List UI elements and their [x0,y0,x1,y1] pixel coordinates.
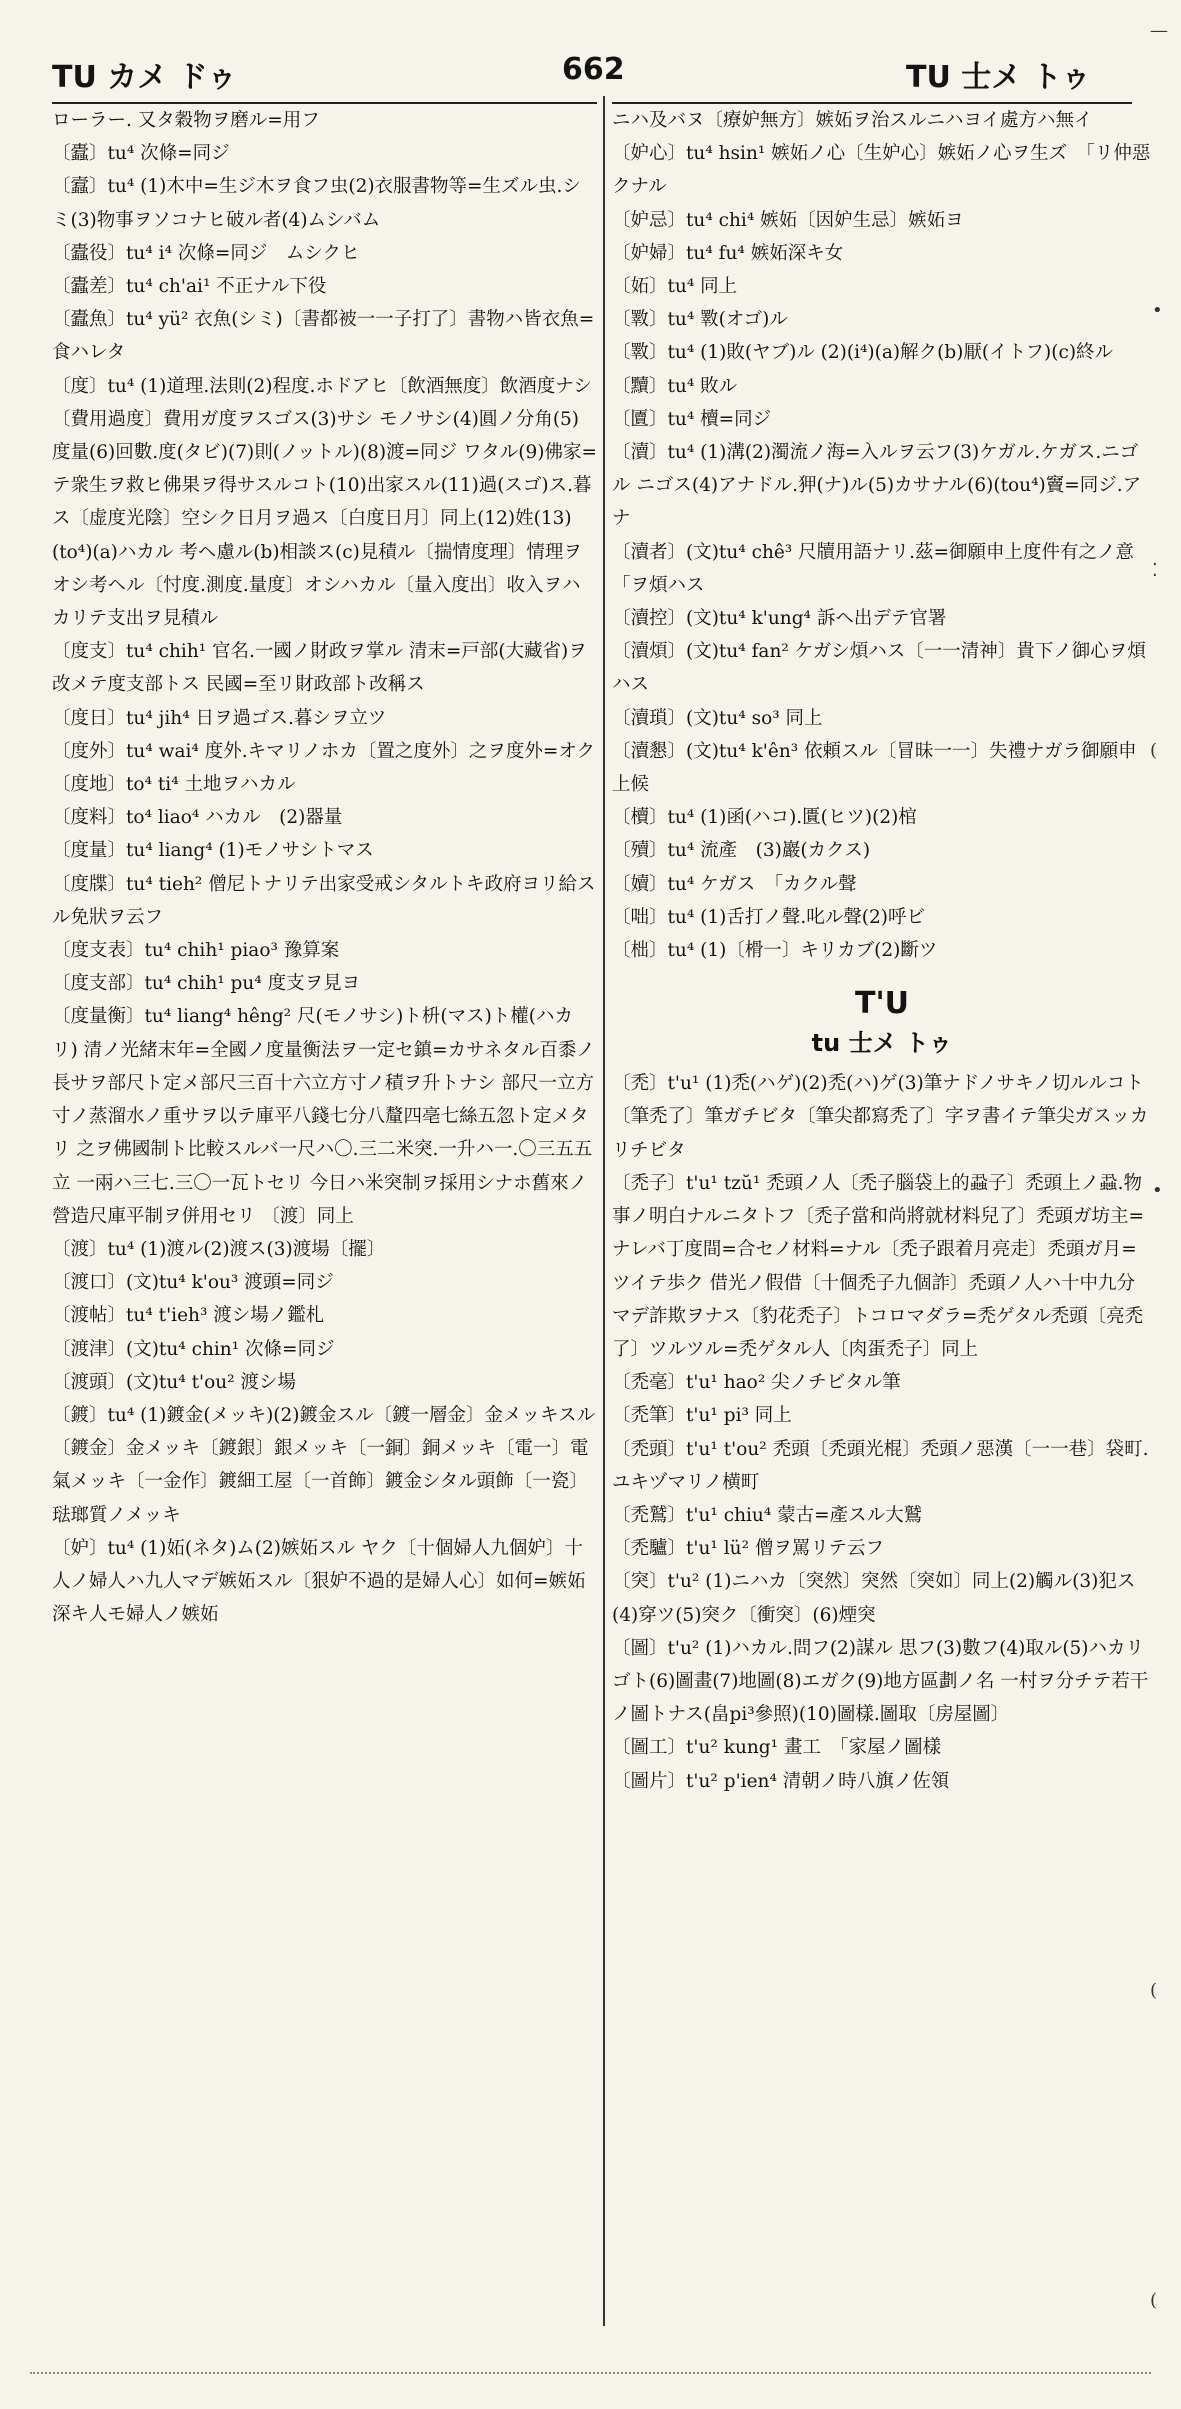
dictionary-entry: 〔度支〕tu⁴ chih¹ 官名.一國ノ財政ヲ掌ル 清末=戸部(大藏省)ヲ改メテ度支部トス 民國=至リ財政部ト改稱ス [52,641,587,696]
dictionary-entry: 〔瀆瑣〕(文)tu⁴ so³ 同上 [612,707,823,729]
column-divider [603,96,605,2326]
dictionary-entry: ローラー. 又タ穀物ヲ磨ル=用フ [52,110,320,131]
section-heading [612,983,1152,1061]
dictionary-entry: 〔蠹差〕tu⁴ ch'ai¹ 不正ナル下役 [52,276,327,298]
right-column [612,104,1152,2324]
page-header [52,52,1141,100]
dictionary-entry: 〔瀆懇〕(文)tu⁴ k'ên³ 依頼スル〔冒昧一一〕失禮ナガラ御願申上候 [612,740,1137,796]
dictionary-entry: 〔匵〕tu⁴ 櫝=同ジ [612,408,772,430]
dictionary-entry: 〔鍍〕tu⁴ (1)鍍金(メッキ)(2)鍍金スル〔鍍一層金〕金メッキスル〔鍍金〕金メッキ〔鍍銀〕銀メッキ〔一銅〕銅メッキ〔電一〕電氣メッキ〔一金作〕鍍細工屋〔一首飾〕鍍金シタル頭飾〔一瓷〕琺瑯質ノメッキ [52,1404,596,1526]
dictionary-entry: 〔度地〕to⁴ ti⁴ 土地ヲハカル [52,774,296,796]
dictionary-entry: 〔蠹魚〕tu⁴ yü² 衣魚(シミ)〔書都被一一子打了〕書物ハ皆衣魚=食ハレタ [52,309,595,364]
margin-mark: ( [1150,2290,1158,2311]
dictionary-entry: 〔渡頭〕(文)tu⁴ t'ou² 渡シ場 [52,1371,296,1393]
margin-mark: ( [1150,740,1158,761]
dictionary-entry: 〔突〕t'u² (1)ニハカ〔突然〕突然〔突如〕同上(2)觸ル(3)犯ス(4)穿ツ(5)突ク〔衝突〕(6)煙突 [612,1571,1136,1626]
dictionary-entry: 〔蠹役〕tu⁴ i⁴ 次條=同ジ ムシクヒ [52,242,360,264]
dictionary-entry: 〔瀆〕tu⁴ (1)溝(2)濁流ノ海=入ルヲ云フ(3)ケガル.ケガス.ニゴル ニゴス(4)アナドル.狎(ナ)ル(5)カサナル(6)(tou⁴)竇=同ジ.アナ [612,442,1142,530]
section-heading-sub: tu 士メ トゥ [811,1029,953,1058]
page-bottom-edge [30,2372,1151,2376]
dictionary-entry: 〔度外〕tu⁴ wai⁴ 度外.キマリノホカ〔置之度外〕之ヲ度外=オク [52,740,595,762]
margin-mark: • [1152,1180,1163,1201]
dictionary-entry: 〔度牒〕tu⁴ tieh² 僧尼トナリテ出家受戒シタルトキ政府ヨリ給スル免狀ヲ云フ [52,873,596,928]
dictionary-entry: 〔柮〕tu⁴ (1)〔榾一〕キリカブ(2)斷ツ [612,940,938,962]
dictionary-entry: 〔渡津〕(文)tu⁴ chin¹ 次條=同ジ [52,1338,335,1360]
dictionary-entry: ニハ及バヌ〔療妒無方〕嫉妬ヲ治スルニハヨイ處方ハ無イ [612,110,1093,131]
dictionary-entry: 〔度支部〕tu⁴ chih¹ pu⁴ 度支ヲ見ヨ [52,973,361,995]
dictionary-entry: 〔度支表〕tu⁴ chih¹ piao³ 豫算案 [52,940,340,962]
dictionary-entry: 〔圖〕t'u² (1)ハカル.問フ(2)謀ル 思フ(3)數フ(4)取ル(5)ハカリゴト(6)圖畫(7)地圖(8)エガク(9)地方區劃ノ名 一村ヲ分チテ若干ノ圖トナス(畠pi³參照)(10)圖樣.圖取〔房屋圖〕 [612,1637,1149,1726]
dictionary-entry: 〔度〕tu⁴ (1)道理.法則(2)程度.ホドアヒ〔飲酒無度〕飲酒度ナシ〔費用過度〕費用ガ度ヲスゴス(3)サシ モノサシ(4)圓ノ分角(5)度量(6)回數.度(タビ)(7)則(ノットル)(8)渡=同ジ ワタル(9)佛家=テ衆生ヲ救ヒ佛果ヲ得サスルコト(10)出家スル(11)過(スゴ)ス.暮ス〔虚度光陰〕空シク日月ヲ過ス〔白度日月〕同上(12)姓(13)(to⁴)(a)ハカル 考ヘ慮ル(b)相談ス(c)見積ル〔揣情度理〕情理ヲオシ考ヘル〔忖度.測度.量度〕オシハカル〔量入度出〕收入ヲハカリテ支出ヲ見積ル [52,375,597,630]
dictionary-entry: 〔殰〕tu⁴ 流產 (3)巖(カクス) [612,840,871,862]
dictionary-entry: 〔度量衡〕tu⁴ liang⁴ hêng² 尺(モノサシ)ト枡(マス)ト權(ハカリ) 清ノ光緒末年=全國ノ度量衡法ヲ一定セ鎮=カサネタル百黍ノ長サヲ部尺ト定メ部尺三百十六立方寸ノ積ヲ升トナシ 部尺一立方寸ノ蒸溜水ノ重サヲ以テ庫平八錢七分八釐四亳七絲五忽ト定メタリ 之ヲ佛國制ト比較スルバ一尺ハ〇.三二米突.一升ハ一.〇三五五立 一兩ハ三七.三〇一瓦トセリ 今日ハ米突制ヲ採用シナホ舊來ノ營造尺庫平制ヲ併用セリ 〔渡〕同上 [52,1006,595,1227]
dictionary-entry: 〔妒心〕tu⁴ hsin¹ 嫉妬ノ心〔生妒心〕嫉妬ノ心ヲ生ズ 「リ仲惡クナル [612,143,1151,198]
dictionary-entry: 〔黷〕tu⁴ 敗ル [612,375,738,397]
dictionary-entry: 〔禿驢〕t'u¹ lü² 僧ヲ罵リテ云フ [612,1538,884,1560]
dictionary-entry: 〔渡口〕(文)tu⁴ k'ou³ 渡頭=同ジ [52,1272,334,1294]
header-left-guide: TU カメ ドゥ [52,60,237,95]
dictionary-entry: 〔瀆控〕(文)tu⁴ k'ung⁴ 訴ヘ出デテ官署 [612,608,947,630]
dictionary-entry: 〔斁〕tu⁴ (1)敗(ヤブ)ル (2)(i⁴)(a)解ク(b)厭(イトフ)(c)終ル [612,342,1114,364]
dictionary-entry: 〔嬻〕tu⁴ ケガス 「カクル聲 [612,873,857,895]
dictionary-entry: 〔咄〕tu⁴ (1)舌打ノ聲.叱ル聲(2)呼ビ [612,906,925,928]
section-heading-main: T'U [854,986,909,1022]
dictionary-entry: 〔渡〕tu⁴ (1)渡ル(2)渡ス(3)渡場〔擺〕 [52,1238,386,1260]
dictionary-entry: 〔妒〕tu⁴ (1)妬(ネタ)ム(2)嫉妬スル ヤク〔十個婦人九個妒〕十人ノ婦人ハ九人マデ嫉妬スル〔狠妒不過的是婦人心〕如何=嫉妬深キ人モ婦人ノ嫉妬 [52,1537,586,1626]
dictionary-entry: 〔禿筆〕t'u¹ pi³ 同上 [612,1405,792,1427]
dictionary-entry: 〔蠹〕tu⁴ 次條=同ジ [52,143,230,165]
left-column [52,104,597,2324]
dictionary-entry: 〔蠧〕tu⁴ (1)木中=生ジ木ヲ食フ虫(2)衣服書物等=生ズル虫.シミ(3)物事ヲソコナヒ破ル者(4)ムシバム [52,176,581,231]
dictionary-entry: 〔度日〕tu⁴ jih⁴ 日ヲ過ゴス.暮シヲ立ツ [52,707,387,729]
dictionary-entry: 〔度量〕tu⁴ liang⁴ (1)モノサシトマス [52,840,374,862]
page-number: 662 [562,52,625,87]
margin-mark: ⁚ [1152,560,1158,581]
dictionary-entry: 〔櫝〕tu⁴ (1)函(ハコ).匱(ヒツ)(2)棺 [612,807,917,829]
dictionary-entry: 〔度料〕to⁴ liao⁴ ハカル (2)器量 [52,807,343,829]
dictionary-entry: 〔妒婦〕tu⁴ fu⁴ 嫉妬深キ女 [612,242,844,264]
dictionary-entry: 〔瀆煩〕(文)tu⁴ fan² ケガシ煩ハス〔一一清神〕貴下ノ御心ヲ煩ハス [612,641,1146,696]
margin-mark: — [1150,20,1168,41]
margin-mark: • [1152,300,1163,321]
margin-mark: ( [1150,1980,1158,2001]
dictionary-entry: 〔圖工〕t'u² kung¹ 畫工 「家屋ノ圖樣 [612,1737,942,1759]
dictionary-entry: 〔禿鷲〕t'u¹ chiu⁴ 蒙古=產スル大鷲 [612,1504,923,1526]
dictionary-entry: 〔瀆者〕(文)tu⁴ chê³ 尺牘用語ナリ.茲=御願申上度件有之ノ意 「ヲ煩ハス [612,541,1134,596]
dictionary-entry: 〔妬〕tu⁴ 同上 [612,276,738,298]
dictionary-entry: 〔禿毫〕t'u¹ hao² 尖ノチビタル筆 [612,1372,901,1394]
dictionary-entry: 〔渡帖〕tu⁴ t'ieh³ 渡シ場ノ鑑札 [52,1305,325,1327]
dictionary-entry: 〔斁〕tu⁴ 斁(オゴ)ル [612,309,788,331]
dictionary-entry: 〔禿頭〕t'u¹ t'ou² 禿頭〔禿頭光棍〕禿頭ノ惡漢〔一一巷〕袋町.ユキヅマリノ横町 [612,1438,1149,1493]
dictionary-entry: 〔禿〕t'u¹ (1)禿(ハゲ)(2)禿(ハ)ゲ(3)筆ナドノサキノ切ルルコト〔筆禿了〕筆ガチビタ〔筆尖都寫禿了〕字ヲ書イテ筆尖ガスッカリチビタ [612,1073,1149,1161]
header-right-guide: TU 士メ トゥ [906,60,1091,95]
dictionary-entry: 〔禿子〕t'u¹ tzŭ¹ 禿頭ノ人〔禿子腦袋上的蝨子〕禿頭上ノ蝨.物事ノ明白ナルニタトフ〔禿子當和尚將就材料兒了〕禿頭ガ坊主=ナレバ丁度間=合セノ材料=ナル〔禿子跟着月亮走〕禿頭ガ月=ツイテ歩ク 借光ノ假借〔十個禿子九個詐〕禿頭ノ人ハ十中九分マデ詐欺ヲナス〔豹花禿子〕トコロマダラ=禿ゲタル禿頭〔亮禿了〕ツルツル=禿ゲタル人〔肉蛋禿子〕同上 [612,1172,1145,1360]
dictionary-entry: 〔圖片〕t'u² p'ien⁴ 清朝ノ時八旗ノ佐領 [612,1770,950,1792]
dictionary-entry: 〔妒忌〕tu⁴ chi⁴ 嫉妬〔因妒生忌〕嫉妬ヨ [612,209,964,231]
